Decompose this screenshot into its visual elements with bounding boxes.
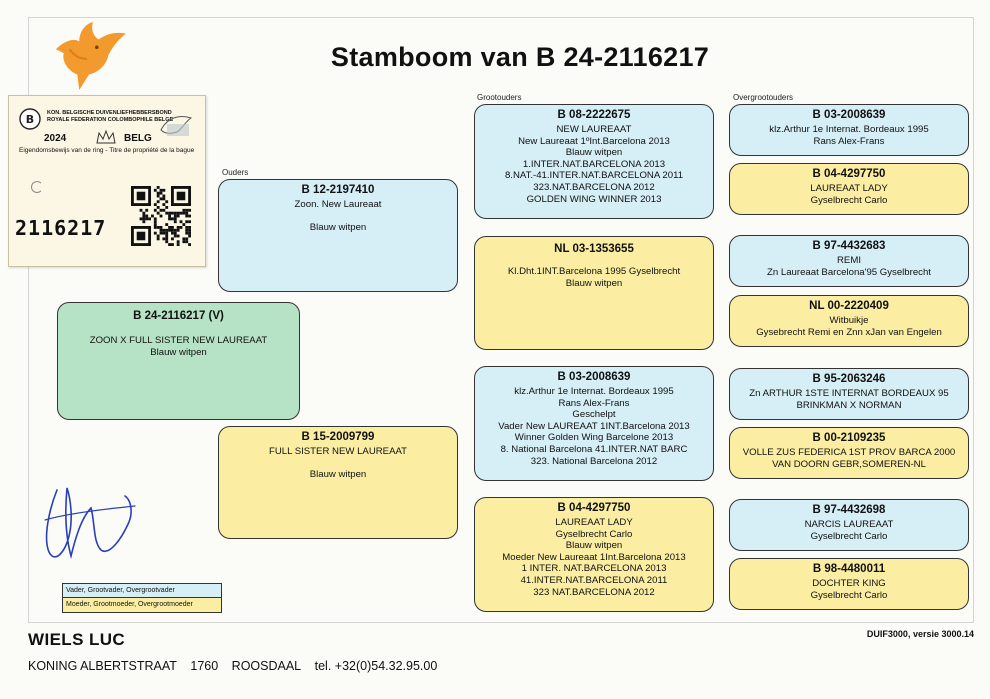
info-line: 1 INTER. NAT.BARCELONA 2013 — [521, 563, 667, 575]
grandparent-box-2[interactable] — [474, 236, 714, 350]
pigeon-ornament-icon — [157, 108, 197, 138]
svg-text:B: B — [25, 113, 35, 126]
ring-number: B 97-4432683 — [812, 240, 886, 252]
owner-address — [28, 659, 447, 673]
ring-hole — [31, 181, 43, 193]
subject-pigeon-box[interactable] — [57, 302, 300, 420]
address-phone: tel. +32(0)54.32.95.00 — [314, 659, 438, 673]
info-line: Witbuikje — [829, 315, 869, 326]
info-line: Kl.Dht.1INT.Barcelona 1995 Gyselbrecht — [507, 266, 681, 277]
ring-number: B 03-2008639 — [557, 371, 631, 383]
info-line: 1.INTER.NAT.BARCELONA 2013 — [522, 158, 666, 170]
great-grandparent-box-6[interactable] — [729, 427, 969, 479]
ring-number: B 97-4432698 — [812, 504, 886, 516]
info-line: 41.INTER.NAT.BARCELONA 2011 — [520, 574, 668, 586]
legend-female: Moeder, Grootmoeder, Overgrootmoeder — [63, 598, 221, 612]
column-label-great-grandparents: Overgrootouders — [733, 93, 794, 102]
ring-number: B 03-2008639 — [812, 109, 886, 121]
info-line: Blauw witpen — [309, 222, 367, 234]
ring-number: B 04-4297750 — [557, 502, 631, 514]
info-line: Zn ARTHUR 1STE INTERNAT BORDEAUX 95 — [749, 388, 949, 399]
info-line: 323.NAT.BARCELONA 2012 — [533, 181, 655, 193]
info-line: Blauw witpen — [565, 277, 623, 289]
crown-crest-icon — [95, 129, 117, 145]
column-label-parents: Ouders — [222, 168, 249, 177]
info-line: klz.Arthur 1e Internat. Bordeaux 1995 — [514, 386, 674, 397]
info-line: Vader New LAUREAAT 1INT.Barcelona 2013 — [498, 420, 690, 432]
owner-name: WIELS LUC — [28, 630, 126, 649]
ring-number: B 12-2197410 — [301, 184, 375, 196]
federation-badge-icon — [19, 108, 41, 130]
orange-pigeon-icon — [50, 20, 128, 92]
info-line: klz.Arthur 1e Internat. Bordeaux 1995 — [769, 124, 929, 135]
info-line: Moeder New Laureaat 1Int.Barcelona 2013 — [502, 551, 686, 563]
address-postcode: 1760 — [190, 659, 219, 673]
info-line: LAUREAAT LADY — [555, 517, 633, 528]
info-line — [219, 458, 457, 470]
great-grandparent-box-7[interactable] — [729, 499, 969, 551]
ring-number: B 95-2063246 — [812, 373, 886, 385]
info-line: Gysebrecht Remi en Znn xJan van Engelen — [756, 326, 942, 338]
ring-number: B 08-2222675 — [557, 109, 631, 121]
info-line: Gyselbrecht Carlo — [810, 194, 888, 206]
parent-father-box[interactable] — [218, 179, 458, 292]
info-line: DOCHTER KING — [812, 578, 886, 589]
info-line: 323 NAT.BARCELONA 2012 — [533, 586, 655, 598]
info-line: Rans Alex-Frans — [813, 135, 885, 147]
info-line: REMI — [837, 255, 861, 266]
info-line: Rans Alex-Frans — [558, 397, 630, 409]
ring-country: BELG — [124, 133, 152, 144]
info-line: 323. National Barcelona 2012 — [530, 455, 658, 467]
great-grandparent-box-3[interactable] — [729, 235, 969, 287]
ring-number: NL 00-2220409 — [809, 300, 889, 312]
info-line: Winner Golden Wing Barcelone 2013 — [514, 432, 674, 444]
info-line: Gyselbrecht Carlo — [555, 528, 633, 540]
handwritten-signature — [35, 460, 145, 570]
ring-subtitle: Eigendomsbewijs van de ring - Titre de propriété de la bague — [19, 147, 195, 154]
info-line: Gyselbrecht Carlo — [810, 589, 888, 601]
info-line: New Laureaat 1ºInt.Barcelona 2013 — [518, 135, 670, 147]
great-grandparent-box-2[interactable] — [729, 163, 969, 215]
legend-male: Vader, Grootvader, Overgrootvader — [63, 584, 221, 598]
grandparent-box-4[interactable] — [474, 497, 714, 612]
info-line: Geschelpt — [572, 409, 616, 421]
grandparent-box-3[interactable] — [474, 366, 714, 481]
info-line: VAN DOORN GEBR,SOMEREN-NL — [772, 458, 926, 470]
column-label-grandparents: Grootouders — [477, 93, 522, 102]
info-line: Gyselbrecht Carlo — [810, 530, 888, 542]
ring-ownership-card — [8, 95, 206, 267]
info-line: VOLLE ZUS FEDERICA 1ST PROV BARCA 2000 — [742, 447, 956, 458]
info-line: NEW LAUREAAT — [556, 124, 632, 135]
ring-number: 2116217 — [15, 216, 107, 240]
address-city: ROOSDAAL — [231, 659, 302, 673]
info-line: 8.NAT.-41.INTER.NAT.BARCELONA 2011 — [504, 170, 684, 182]
info-line: FULL SISTER NEW LAUREAAT — [268, 446, 408, 457]
ring-number: B 98-4480011 — [812, 563, 886, 575]
info-line: Zoon. New Laureaat — [294, 199, 382, 210]
qr-code-icon — [131, 186, 191, 246]
federation-name: KON. BELGISCHE DUIVENLIEFHEBBERSBOND ROYALE FEDERATION COLOMBOPHILE BELGE — [47, 110, 174, 123]
grandparent-box-1[interactable] — [474, 104, 714, 219]
ring-year: 2024 — [44, 133, 67, 144]
info-line: BRINKMAN X NORMAN — [796, 399, 902, 411]
info-line: Blauw witpen — [309, 469, 367, 481]
info-line: 8. National Barcelona 41.INTER.NAT BARC — [500, 443, 688, 455]
ring-number: B 15-2009799 — [301, 431, 375, 443]
ring-number: B 04-4297750 — [812, 168, 886, 180]
info-line: GOLDEN WING WINNER 2013 — [526, 193, 662, 205]
address-street: KONING ALBERTSTRAAT — [28, 659, 177, 673]
info-line: Blauw witpen — [565, 147, 623, 159]
software-version: DUIF3000, versie 3000.14 — [866, 629, 974, 639]
great-grandparent-box-5[interactable] — [729, 368, 969, 420]
great-grandparent-box-1[interactable] — [729, 104, 969, 156]
info-line: ZOON X FULL SISTER NEW LAUREAAT — [89, 335, 268, 346]
parent-mother-box[interactable] — [218, 426, 458, 539]
info-line: LAUREAAT LADY — [810, 183, 888, 194]
info-line: NARCIS LAUREAAT — [804, 519, 894, 530]
info-line: Blauw witpen — [565, 540, 623, 552]
ring-number: NL 03-1353655 — [554, 243, 634, 255]
page-title: Stamboom van B 24-2116217 — [330, 42, 710, 72]
great-grandparent-box-4[interactable] — [729, 295, 969, 347]
great-grandparent-box-8[interactable] — [729, 558, 969, 610]
info-line — [219, 211, 457, 223]
ring-number: B 00-2109235 — [812, 432, 886, 444]
info-line: Blauw witpen — [150, 346, 207, 358]
ring-number: B 24-2116217 (V) — [133, 310, 224, 322]
info-line: Zn Laureaat Barcelona'95 Gyselbrecht — [767, 266, 931, 278]
color-legend — [62, 583, 222, 613]
